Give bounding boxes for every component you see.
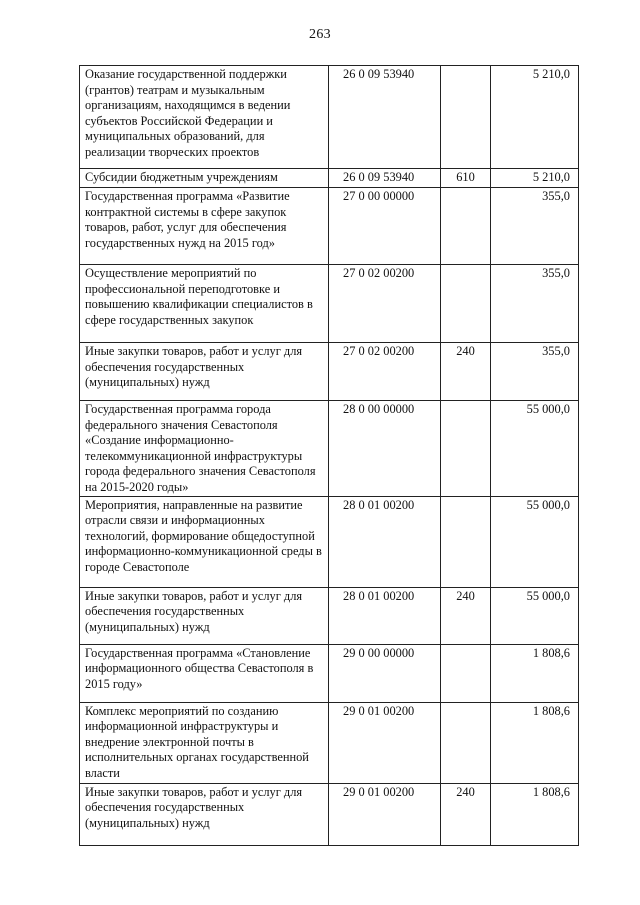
row-amount-cell: 1 808,6 (491, 644, 579, 702)
row-name-cell: Государственная программа «Развитие контрактной системы в сфере закупок товаров, работ, услуг для обеспечения государственных нужд на 2015 год» (80, 188, 329, 265)
row-code-cell: 26 0 09 53940 (329, 169, 441, 188)
row-amount-cell: 355,0 (491, 343, 579, 401)
row-amount-cell: 5 210,0 (491, 66, 579, 169)
row-expense-type-cell (441, 66, 491, 169)
row-expense-type-cell (441, 496, 491, 587)
page-number: 263 (309, 27, 331, 42)
row-code-cell: 28 0 01 00200 (329, 496, 441, 587)
row-name-cell: Осуществление мероприятий по профессиональной переподготовке и повышению квалификации специалистов в сфере государственных закупок (80, 265, 329, 343)
row-amount-cell: 5 210,0 (491, 169, 579, 188)
table-row (80, 265, 579, 343)
table-row (80, 496, 579, 587)
row-name-cell: Мероприятия, направленные на развитие отрасли связи и информационных технологий, формирование общедоступной информационно-коммуникационной среды в городе Севастополе (80, 496, 329, 587)
table-row (80, 587, 579, 644)
row-code-cell: 27 0 00 00000 (329, 188, 441, 265)
table-row (80, 343, 579, 401)
row-expense-type-cell: 240 (441, 587, 491, 644)
row-amount-cell: 55 000,0 (491, 496, 579, 587)
row-expense-type-cell: 610 (441, 169, 491, 188)
row-code-cell: 28 0 00 00000 (329, 401, 441, 497)
row-amount-cell: 355,0 (491, 188, 579, 265)
row-amount-cell: 55 000,0 (491, 587, 579, 644)
row-expense-type-cell (441, 188, 491, 265)
row-amount-cell: 355,0 (491, 265, 579, 343)
row-name-cell: Субсидии бюджетным учреждениям (80, 169, 329, 188)
row-expense-type-cell (441, 401, 491, 497)
row-name-cell: Комплекс мероприятий по созданию информационной инфраструктуры и внедрение электронной почты в исполнительных органах государственной власти (80, 702, 329, 783)
row-expense-type-cell (441, 644, 491, 702)
row-expense-type-cell (441, 265, 491, 343)
table-row (80, 66, 579, 169)
row-code-cell: 29 0 00 00000 (329, 644, 441, 702)
row-name-cell: Иные закупки товаров, работ и услуг для обеспечения государственных (муниципальных) нужд (80, 587, 329, 644)
row-name-cell: Иные закупки товаров, работ и услуг для обеспечения государственных (муниципальных) нужд (80, 343, 329, 401)
row-name-cell: Иные закупки товаров, работ и услуг для обеспечения государственных (муниципальных) нужд (80, 783, 329, 845)
table-row (80, 702, 579, 783)
row-amount-cell: 1 808,6 (491, 783, 579, 845)
row-expense-type-cell (441, 702, 491, 783)
row-name-cell: Государственная программа города федерального значения Севастополя «Создание информационно-телекоммуникационной инфраструктуры города федерального значения Севастополя на 2015-2020 годы» (80, 401, 329, 497)
row-expense-type-cell: 240 (441, 783, 491, 845)
budget-table (79, 65, 579, 846)
row-expense-type-cell: 240 (441, 343, 491, 401)
row-code-cell: 26 0 09 53940 (329, 66, 441, 169)
row-code-cell: 29 0 01 00200 (329, 783, 441, 845)
row-code-cell: 27 0 02 00200 (329, 343, 441, 401)
table-row (80, 188, 579, 265)
row-code-cell: 27 0 02 00200 (329, 265, 441, 343)
row-code-cell: 28 0 01 00200 (329, 587, 441, 644)
row-code-cell: 29 0 01 00200 (329, 702, 441, 783)
row-amount-cell: 55 000,0 (491, 401, 579, 497)
table-row (80, 169, 579, 188)
row-name-cell: Государственная программа «Становление информационного общества Севастополя в 2015 году» (80, 644, 329, 702)
row-amount-cell: 1 808,6 (491, 702, 579, 783)
table-row (80, 783, 579, 845)
table-row (80, 401, 579, 497)
row-name-cell: Оказание государственной поддержки (грантов) театрам и музыкальным организациям, находящимся в ведении субъектов Российской Федерации и муниципальных образований, для реализации творческих проектов (80, 66, 329, 169)
table-row (80, 644, 579, 702)
